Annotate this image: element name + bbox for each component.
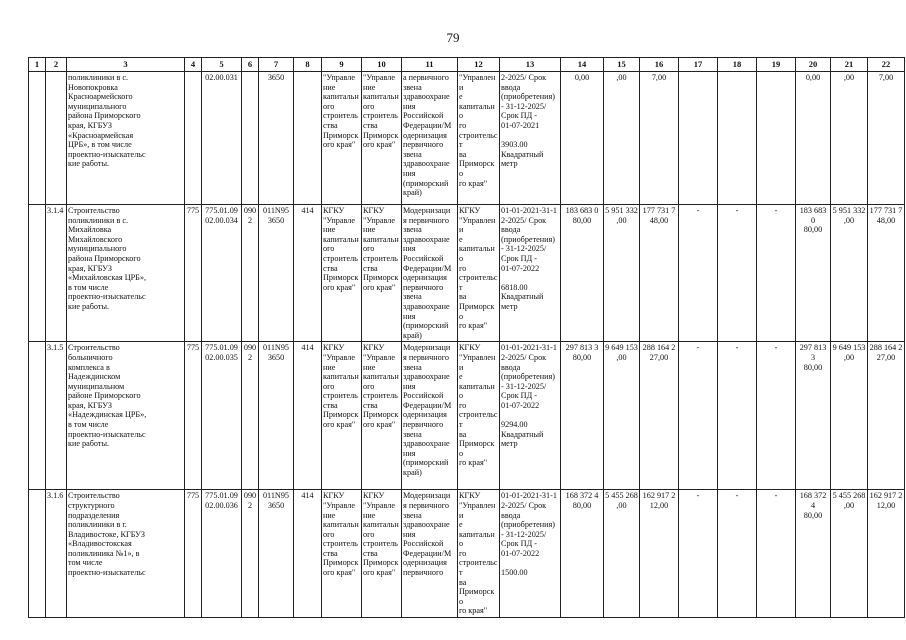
table-cell-col-7: 011N95 3650 (259, 342, 294, 490)
table-cell-col-6: 0902 (242, 342, 259, 490)
table-cell-col-15: 5 455 268 ,00 (604, 490, 640, 618)
table-cell-col-7: 3650 (259, 72, 294, 205)
table-cell-col-18: - (718, 490, 757, 618)
table-cell-col-1 (29, 490, 46, 618)
table-cell-col-8: 414 (294, 205, 322, 342)
header-cell: 5 (202, 58, 242, 72)
table-cell-col-17: - (679, 205, 718, 342)
table-cell-col-19: - (757, 205, 796, 342)
table-cell-col-5: 02.00.031 (202, 72, 242, 205)
header-cell: 2 (46, 58, 67, 72)
header-cell: 19 (757, 58, 796, 72)
header-cell: 14 (561, 58, 604, 72)
header-cell: 21 (831, 58, 868, 72)
table-row (29, 342, 905, 490)
table-cell-col-15: ,00 (604, 72, 640, 205)
header-row (29, 58, 905, 72)
header-cell: 1 (29, 58, 46, 72)
table-cell-col-13: 01-01-2021-31-1 2-2025/ Срок ввода (приобретения) - 31-12-2025/ Срок ПД - 01-07-2022 9294.00 Квадратный метр (500, 342, 561, 490)
table-cell-col-3: Строительство больничного комплекса в Надеждинском муниципальном районе Приморского края, КГБУЗ «Надеждинская ЦРБ», в том числе проектно-изыскательс кие работы. (67, 342, 185, 490)
header-cell: 12 (458, 58, 500, 72)
table-cell-col-12: КГКУ "Управлени е капитально го строительст ва Приморско го края" (458, 490, 500, 618)
page-number: 79 (446, 30, 460, 45)
table-cell-col-9: КГКУ "Управле ние капитальн ого строитель ства Приморск ого края" (322, 205, 362, 342)
table-cell-col-7: 011N95 3650 (259, 490, 294, 618)
table-cell-col-8 (294, 72, 322, 205)
table-cell-col-21: ,00 (831, 72, 868, 205)
table-cell-col-15: 5 951 332 ,00 (604, 205, 640, 342)
table-cell-col-17 (679, 72, 718, 205)
table-cell-col-17: - (679, 342, 718, 490)
table-cell-col-13: 01-01-2021-31-1 2-2025/ Срок ввода (приобретения) - 31-12-2025/ Срок ПД - 01-07-2022 6818.00 Квадратный метр (500, 205, 561, 342)
table-cell-col-20: 168 372 4 80,00 (796, 490, 831, 618)
header-cell: 16 (640, 58, 679, 72)
table-cell-col-3: Строительство структурного подразделения поликлиники в г. Владивостоке, КГБУЗ «Владивостокская поликлиника №1», в том числе проектно-изыскательс (67, 490, 185, 618)
table-cell-col-21: 5 951 332 ,00 (831, 205, 868, 342)
table-cell-col-13: 2-2025/ Срок ввода (приобретения) - 31-12-2025/ Срок ПД - 01-07-2021 3903.00 Квадратный метр (500, 72, 561, 205)
table-cell-col-14: 168 372 4 80,00 (561, 490, 604, 618)
header-cell: 7 (259, 58, 294, 72)
header-cell: 11 (402, 58, 458, 72)
table-cell-col-19 (757, 72, 796, 205)
header-cell: 4 (185, 58, 202, 72)
header-cell: 22 (868, 58, 905, 72)
header-cell: 20 (796, 58, 831, 72)
table-cell-col-20: 183 683 0 80,00 (796, 205, 831, 342)
table-cell-col-20: 297 813 3 80,00 (796, 342, 831, 490)
table-cell-col-13: 01-01-2021-31-1 2-2025/ Срок ввода (приобретения) - 31-12-2025/ Срок ПД - 01-07-2022 1500.00 (500, 490, 561, 618)
header-cell: 18 (718, 58, 757, 72)
header-cell: 13 (500, 58, 561, 72)
table-cell-col-18: - (718, 205, 757, 342)
table-cell-col-22: 7,00 (868, 72, 905, 205)
table-cell-col-12: КГКУ "Управлени е капитально го строительст ва Приморско го края" (458, 205, 500, 342)
table-cell-col-16: 162 917 2 12,00 (640, 490, 679, 618)
table-cell-col-6: 0902 (242, 205, 259, 342)
table-cell-col-9: КГКУ "Управле ние капитальн ого строитель ства Приморск ого края" (322, 490, 362, 618)
table-cell-col-10: КГКУ "Управле ние капитальн ого строитель ства Приморск ого края" (362, 205, 402, 342)
table-cell-col-9: "Управле ние капитальн ого строитель ства Приморск ого края" (322, 72, 362, 205)
header-cell: 15 (604, 58, 640, 72)
table-cell-col-10: "Управле ние капитальн ого строитель ства Приморск ого края" (362, 72, 402, 205)
table-row (29, 72, 905, 205)
table-cell-col-22: 162 917 2 12,00 (868, 490, 905, 618)
table-cell-col-10: КГКУ "Управле ние капитальн ого строитель ства Приморск ого края" (362, 342, 402, 490)
header-cell: 17 (679, 58, 718, 72)
table-cell-col-3: поликлиники в с. Новопокровка Красноармейского муниципального района Приморского края, КГБУЗ «Красноармейская ЦРБ», в том числе проектно-изыскательс кие работы. (67, 72, 185, 205)
table-cell-col-12: "Управлени е капитально го строительст ва Приморско го края" (458, 72, 500, 205)
table-cell-col-2: 3.1.6 (46, 490, 67, 618)
table-cell-col-5: 775.01.09 02.00.034 (202, 205, 242, 342)
table-cell-col-14: 183 683 0 80,00 (561, 205, 604, 342)
table-cell-col-8: 414 (294, 342, 322, 490)
table-cell-col-22: 288 164 2 27,00 (868, 342, 905, 490)
table-cell-col-11: а первичного звена здравоохране ния Российской Федерации/М одернизация первичного звена здравоохране ния (приморский край) (402, 72, 458, 205)
header-cell: 8 (294, 58, 322, 72)
table-cell-col-2: 3.1.4 (46, 205, 67, 342)
budget-table (28, 57, 905, 618)
table-cell-col-14: 0,00 (561, 72, 604, 205)
table-cell-col-2: 3.1.5 (46, 342, 67, 490)
table-cell-col-9: КГКУ "Управле ние капитальн ого строитель ства Приморск ого края" (322, 342, 362, 490)
table-cell-col-4: 775 (185, 490, 202, 618)
table-cell-col-20: 0,00 (796, 72, 831, 205)
table-cell-col-8: 414 (294, 490, 322, 618)
table-cell-col-22: 177 731 7 48,00 (868, 205, 905, 342)
table-cell-col-1 (29, 72, 46, 205)
table-cell-col-5: 775.01.09 02.00.035 (202, 342, 242, 490)
table-cell-col-2 (46, 72, 67, 205)
table-cell-col-19: - (757, 342, 796, 490)
table-cell-col-18: - (718, 342, 757, 490)
table-cell-col-1 (29, 342, 46, 490)
header-cell: 6 (242, 58, 259, 72)
table-cell-col-3: Строительство поликлиники в с. Михайловка Михайловского муниципального района Приморского края, КГБУЗ «Михайловская ЦРБ», в том числе проектно-изыскательс кие работы. (67, 205, 185, 342)
table-cell-col-4 (185, 72, 202, 205)
table-cell-col-17: - (679, 490, 718, 618)
table-cell-col-4: 775 (185, 342, 202, 490)
header-cell: 3 (67, 58, 185, 72)
table-cell-col-6 (242, 72, 259, 205)
table-cell-col-7: 011N95 3650 (259, 205, 294, 342)
table-cell-col-11: Модернизаци я первичного звена здравоохране ния Российской Федерации/М одернизация первичного звена здравоохране ния (приморский край) (402, 342, 458, 490)
table-cell-col-15: 9 649 153 ,00 (604, 342, 640, 490)
table-row (29, 490, 905, 618)
table-cell-col-14: 297 813 3 80,00 (561, 342, 604, 490)
table-cell-col-4: 775 (185, 205, 202, 342)
table-cell-col-19: - (757, 490, 796, 618)
table-cell-col-11: Модернизаци я первичного звена здравоохране ния Российской Федерации/М одернизация первичного звена здравоохране ния (приморский край) (402, 205, 458, 342)
table-cell-col-6: 0902 (242, 490, 259, 618)
table-cell-col-5: 775.01.09 02.00.036 (202, 490, 242, 618)
table-cell-col-16: 7,00 (640, 72, 679, 205)
header-cell: 9 (322, 58, 362, 72)
table-cell-col-11: Модернизаци я первичного звена здравоохране ния Российской Федерации/М одернизация первичного (402, 490, 458, 618)
table-cell-col-16: 288 164 2 27,00 (640, 342, 679, 490)
table-cell-col-21: 5 455 268 ,00 (831, 490, 868, 618)
table-row (29, 205, 905, 342)
table-cell-col-21: 9 649 153 ,00 (831, 342, 868, 490)
table-cell-col-1 (29, 205, 46, 342)
table-cell-col-12: КГКУ "Управлени е капитально го строительст ва Приморско го края" (458, 342, 500, 490)
table-cell-col-16: 177 731 7 48,00 (640, 205, 679, 342)
table-cell-col-10: КГКУ "Управле ние капитальн ого строитель ства Приморск ого края" (362, 490, 402, 618)
table-cell-col-18 (718, 72, 757, 205)
header-cell: 10 (362, 58, 402, 72)
